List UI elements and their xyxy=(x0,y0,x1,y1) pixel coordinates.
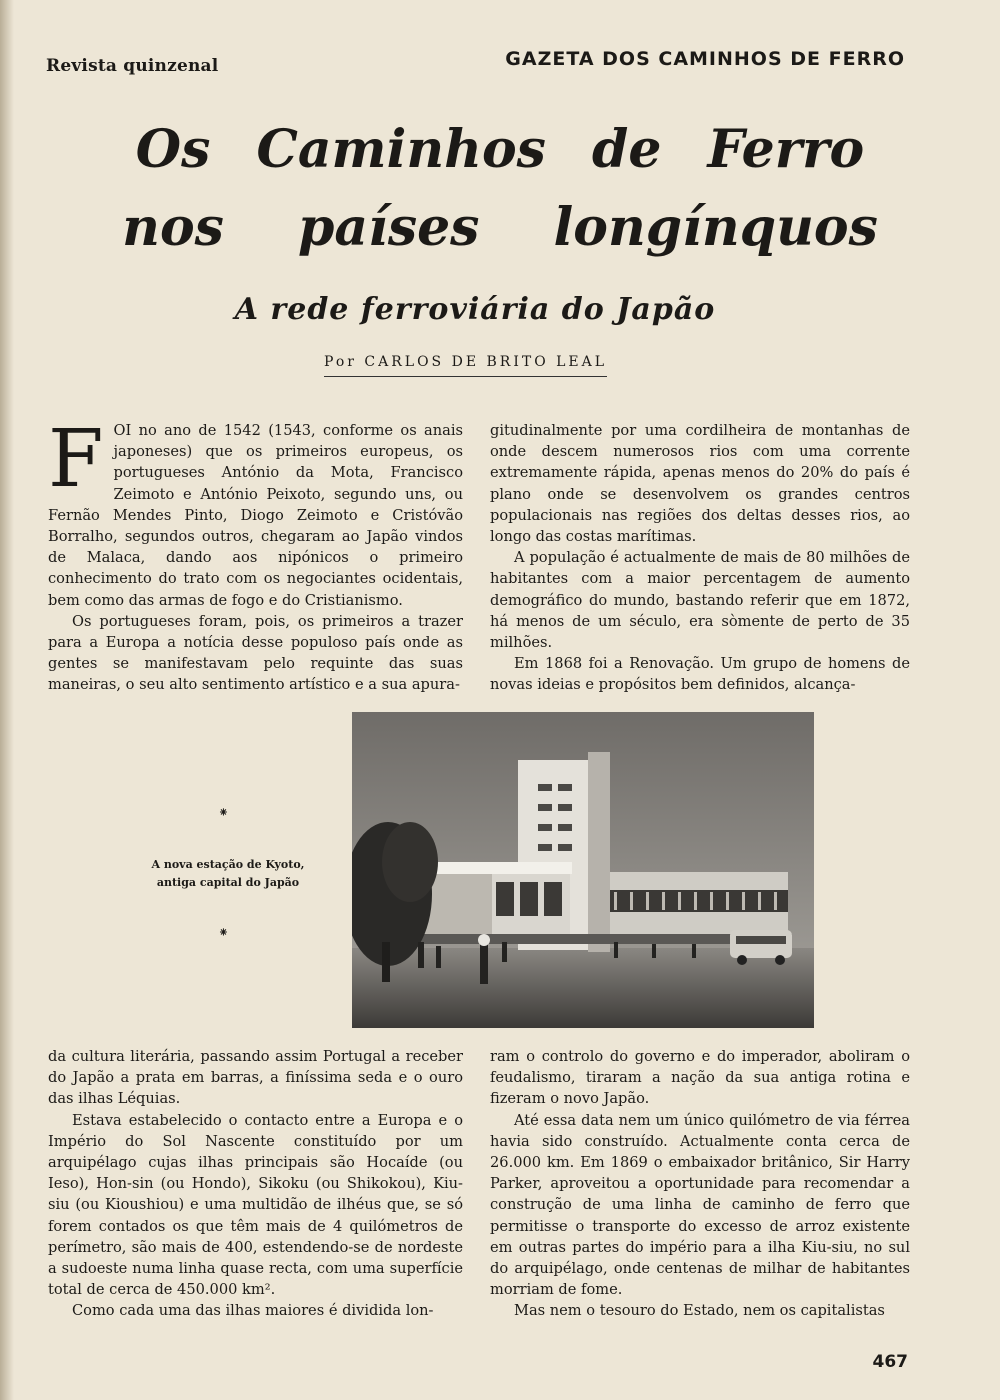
paragraph: Mas nem o tesouro do Estado, nem os capitalistas xyxy=(514,1302,885,1320)
header-right: GAZETA DOS CAMINHOS DE FERRO xyxy=(505,48,905,70)
paragraph: Os portugueses foram, pois, os primeiros a trazer para a Europa a notícia desse populoso país onde as gentes se manifestavam pelo requinte das suas maneiras, o seu alto sentimento artístico e a sua apura- xyxy=(48,612,463,694)
title-line-2: nos países longínquos xyxy=(122,197,878,258)
article-subtitle: A rede ferroviária do Japão xyxy=(234,292,716,327)
paragraph: Em 1868 foi a Renovação. Um grupo de homens de novas ideias e propósitos bem definidos, alcança- xyxy=(490,655,910,694)
paragraph: OI no ano de 1542 (1543, conforme os anais japoneses) que os primeiros europeus, os portugueses António da Mota, Francisco Zeimoto e António Peixoto, segundo uns, ou Fernão Mendes Pinto, Diogo Zeimoto e Cristóvão Borralho, segundos outros, chegaram ao Japão vindos de Malaca, dando aos nipónicos o primeiro conhecimento do trato com os negociantes ocidentais, bem como das armas de fogo e do Cristianismo. xyxy=(48,422,463,609)
paragraph: ram o controlo do governo e do imperador, aboliram o feudalismo, tiraram a nação da sua antiga rotina e fizeram o novo Japão. xyxy=(490,1048,910,1108)
column-1-top xyxy=(48,412,463,696)
paragraph: A população é actualmente de mais de 80 milhões de habitantes com a maior percentagem de aumento demográfico do mundo, bastando referir que em 1872, há menos de um século, era sòmente de perto de 35 milhões. xyxy=(490,549,910,652)
byline: Por CARLOS DE BRITO LEAL xyxy=(324,354,607,377)
drop-cap: F xyxy=(48,412,104,505)
paragraph: Como cada uma das ilhas maiores é dividida lon- xyxy=(72,1302,434,1320)
caption-line-1: A nova estação de Kyoto, xyxy=(151,858,305,871)
paragraph: gitudinalmente por uma cordilheira de montanhas de onde descem numerosos rios com uma corrente extremamente rápida, apenas menos do 20% do país é plano onde se desenvolvem os grandes centros populacionais nas regiões dos deltas desses rios, ao longo das costas marítimas. xyxy=(490,422,910,546)
paragraph: Estava estabelecido o contacto entre a Europa e o Império do Sol Nascente constituído por um arquipélago cujas ilhas principais são Hocaíde (ou Ieso), Hon-sin (ou Hondo), Sikoku (ou Shikokou), Kiu-siu (ou Kioushiou) e uma multidão de ilhéus que, se só forem contados os que têm mais de 4 quilómetros de perímetro, são mais de 400, estendendo-se de nordeste a sudoeste numa linha quase recta, com uma superfície total de cerca de 450.000 km². xyxy=(48,1111,463,1299)
column-2-top xyxy=(490,420,910,696)
title-line-1: Os Caminhos de Ferro xyxy=(135,119,865,180)
column-2-bottom xyxy=(490,1046,910,1322)
column-1-bottom xyxy=(48,1046,463,1322)
header-left: Revista quinzenal xyxy=(46,56,219,76)
paragraph: da cultura literária, passando assim Portugal a receber do Japão a prata em barras, a finíssima seda e o ouro das ilhas Léquias. xyxy=(48,1048,463,1108)
ornament-bottom: ⁕ xyxy=(218,926,229,941)
kyoto-station-photo xyxy=(352,712,814,1028)
photo-caption xyxy=(128,856,328,892)
paragraph: Até essa data nem um único quilómetro de via férrea havia sido construído. Actualmente conta cerca de 26.000 km. Em 1869 o embaixador britânico, Sir Harry Parker, aproveitou a oportunidade para recomendar a construção de uma linha de caminho de ferro que permitisse o transporte do excesso de arroz existente em outras partes do império para a ilha Kiu-siu, no sul do arquipélago, onde centenas de milhar de habitantes morriam de fome. xyxy=(490,1111,910,1299)
caption-line-2: antiga capital do Japão xyxy=(156,876,300,889)
page-number: 467 xyxy=(872,1352,908,1372)
ornament-top: ⁕ xyxy=(218,806,229,821)
